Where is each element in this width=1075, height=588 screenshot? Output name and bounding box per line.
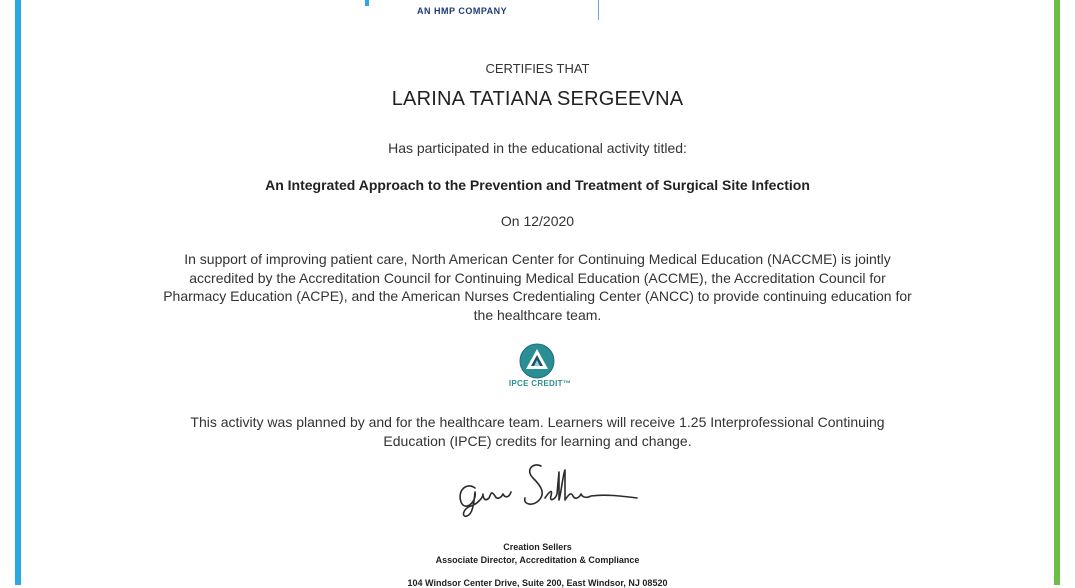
organization-logo <box>360 0 610 22</box>
recipient-name: LARINA TATIANA SERGEEVNA <box>391 88 684 110</box>
signatory-title: Associate Director, Accreditation & Compliance <box>435 555 640 565</box>
logo-divider <box>598 0 599 20</box>
signature-image <box>445 458 645 520</box>
signatory-name: Creation Sellers <box>503 542 572 552</box>
activity-date: On 12/2020 <box>500 213 575 229</box>
ipce-statement: This activity was planned by and for the healthcare team. Learners will receive 1.25 Interprofessional Continuing Education (IPCE) credits for learning and change. <box>190 414 885 449</box>
logo-mark <box>365 0 369 6</box>
logo-tagline: AN HMP COMPANY <box>417 6 508 16</box>
footer-address: 104 Windsor Center Drive, Suite 200, East Windsor, NJ 08520 <box>407 578 668 588</box>
accreditation-statement: In support of improving patient care, North American Center for Continuing Medical Education (NACCME) is jointly accredited by the Accreditation Council for Continuing Medical Education (ACCME), the Accreditation Council for Pharmacy Education (ACPE), and the American Nurses Credentialing Center (ANCC) to provide continuing education for the healthcare team. <box>163 251 912 323</box>
certifies-heading: CERTIFIES THAT <box>485 61 590 76</box>
ipce-credit-label: IPCE CREDIT™ <box>508 379 572 388</box>
activity-title: An Integrated Approach to the Prevention and Treatment of Surgical Site Infection <box>265 177 810 193</box>
participation-text: Has participated in the educational activity titled: <box>388 140 687 156</box>
